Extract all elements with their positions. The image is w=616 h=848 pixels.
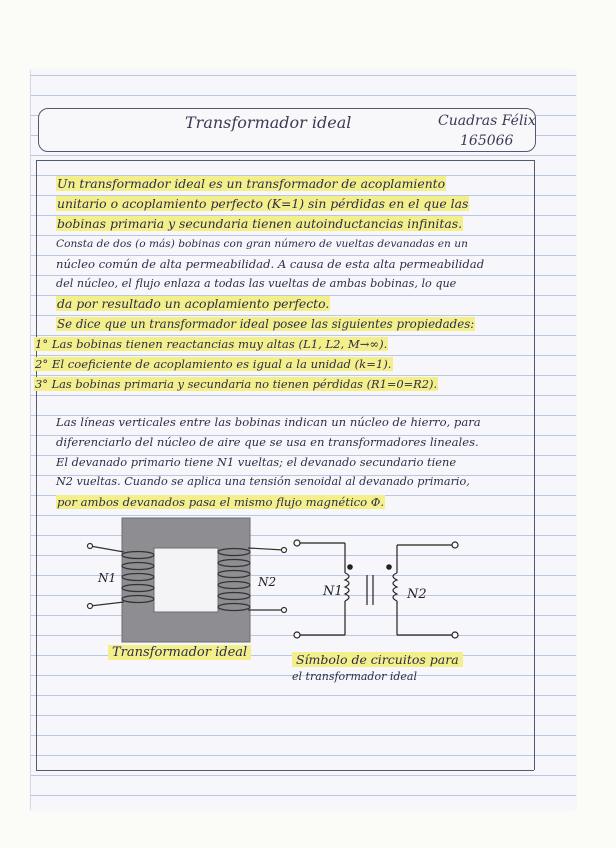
iron-core-lines <box>367 575 373 605</box>
property-item: 2° El coeficiente de acoplamiento es igual a la unidad (k=1). <box>35 357 392 371</box>
polarity-dot-secondary <box>386 564 392 570</box>
circuit-symbol-figure <box>285 535 465 645</box>
terminals <box>294 540 458 638</box>
text-line: núcleo común de alta permeabilidad. A causa de esta alta permeabilidad <box>56 257 485 271</box>
text-line: da por resultado un acoplamiento perfecto. <box>57 296 330 311</box>
frame-left-border <box>36 160 37 770</box>
n1-symbol-label: N1 <box>323 584 343 599</box>
text-line: unitario o acoplamiento perfecto (K=1) sin pérdidas en el que las <box>57 196 469 211</box>
n1-label: N1 <box>98 571 117 585</box>
property-item: 3° Las bobinas primaria y secundaria no tienen pérdidas (R1=0=R2). <box>35 377 438 391</box>
n2-label: N2 <box>258 575 277 589</box>
paragraph-core-description <box>56 413 534 523</box>
paragraph-definition <box>35 175 534 405</box>
frame-right-border <box>534 160 535 770</box>
text-line: Las líneas verticales entre las bobinas indican un núcleo de hierro, para <box>56 415 481 429</box>
text-line: por ambos devanados pasa el mismo flujo magnético Φ. <box>57 495 385 509</box>
text-line: diferenciarlo del núcleo de aire que se usa en transformadores lineales. <box>56 435 479 449</box>
page-title: Transformador ideal <box>185 113 352 132</box>
author-name: Cuadras Félix <box>438 113 536 129</box>
text-line: del núcleo, el flujo enlaza a todas las vueltas de ambas bobinas, lo que <box>56 277 457 290</box>
text-line: Consta de dos (o más) bobinas con gran número de vueltas devanadas en un <box>56 238 468 250</box>
figure-right-caption-line2: el transformador ideal <box>292 670 417 683</box>
text-line: Un transformador ideal es un transformador de acoplamiento <box>57 176 446 191</box>
student-id: 165066 <box>460 133 514 149</box>
text-line: bobinas primaria y secundaria tienen autoinductancias infinitas. <box>57 216 463 231</box>
core-window <box>154 548 218 612</box>
frame-bottom-border <box>36 770 534 771</box>
frame-top-border <box>36 160 534 161</box>
property-item: 1° Las bobinas tienen reactancias muy altas (L1, L2, M→∞). <box>35 337 388 351</box>
text-line: N2 vueltas. Cuando se aplica una tensión senoidal al devanado primario, <box>56 475 470 488</box>
text-line: El devanado primario tiene N1 vueltas; el devanado secundario tiene <box>56 455 457 469</box>
polarity-dot-primary <box>347 564 353 570</box>
figure-left-caption: Transformador ideal <box>108 645 251 660</box>
figure-right-caption: Símbolo de circuitos para <box>292 652 463 667</box>
transformer-core-figure <box>80 510 295 650</box>
n2-symbol-label: N2 <box>407 587 427 602</box>
text-line: Se dice que un transformador ideal posee las siguientes propiedades: <box>57 317 475 331</box>
